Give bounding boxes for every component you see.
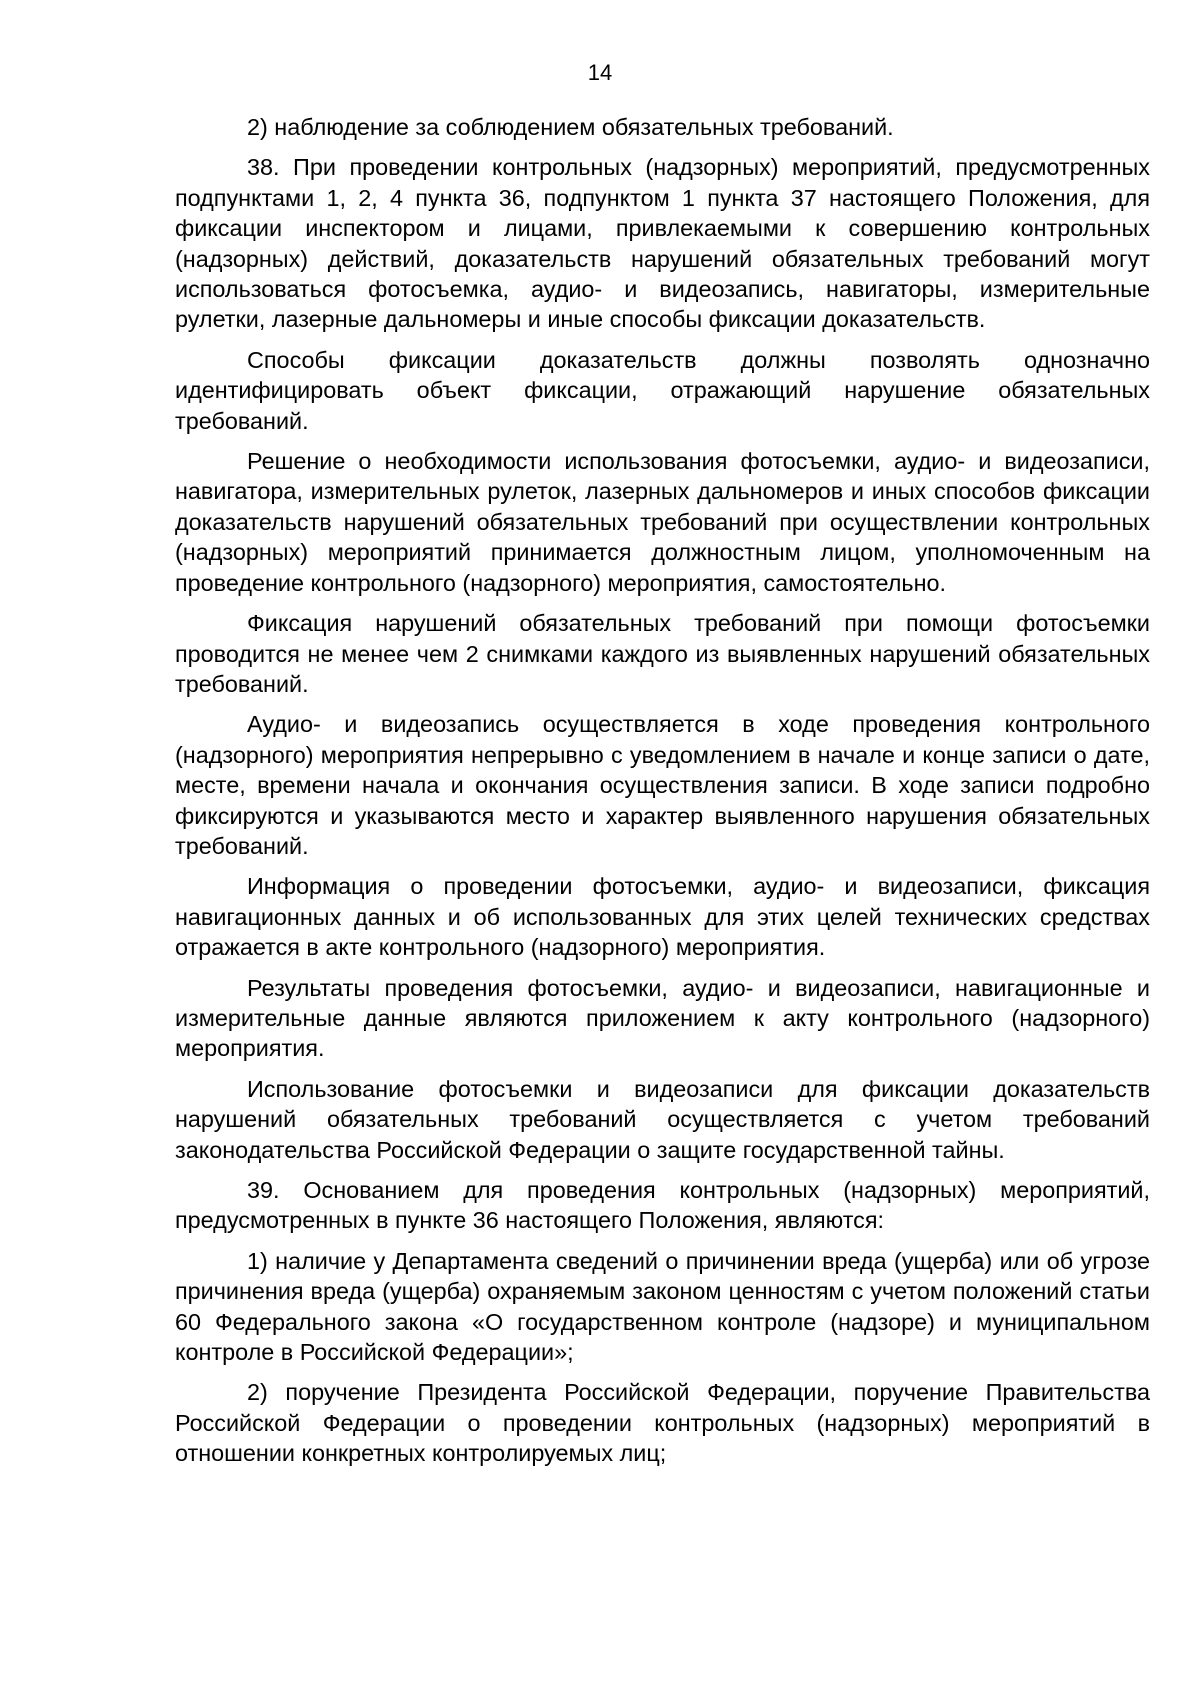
paragraph-results: Результаты проведения фотосъемки, аудио- и видеозаписи, навигационные и измерительные данные являются приложением к акту контрольного (надзорного) мероприятия. [175,974,1150,1062]
paragraph-38: 38. При проведении контрольных (надзорных) мероприятий, предусмотренных подпунктами 1, 2, 4 пункта 36, подпунктом 1 пункта 37 настоящего Положения, для фиксации инспектором и лицами, привлекаемыми к совершению контрольных (надзорных) действий, доказательств нарушений обязательных требований могут использоваться фотосъемка, аудио- и видеозапись, навигаторы, измерительные рулетки, лазерные дальномеры и иные способы фиксации доказательств. [175,154,1150,333]
paragraph-information: Информация о проведении фотосъемки, аудио- и видеозаписи, фиксация навигационных данных и об использованных для этих целей технических средствах отражается в акте контрольного (надзорного) мероприятия. [175,873,1150,961]
page-number: 14 [587,60,613,85]
paragraph-39-item-2: 2) поручение Президента Российской Федерации, поручение Правительства Российской Федерации о проведении контрольных (надзорных) мероприятий в отношении конкретных контролируемых лиц; [175,1379,1150,1467]
document-body [175,112,1150,1479]
paragraph-photo-fixation: Фиксация нарушений обязательных требований при помощи фотосъемки проводится не менее чем 2 снимками каждого из выявленных нарушений обязательных требований. [175,610,1150,697]
paragraph-39: 39. Основанием для проведения контрольных (надзорных) мероприятий, предусмотренных в пункте 36 настоящего Положения, являются: [175,1177,1150,1234]
paragraph-evidence-methods: Способы фиксации доказательств должны позволять однозначно идентифицировать объект фиксации, отражающий нарушение обязательных требований. [175,346,1150,434]
paragraph-39-item-1: 1) наличие у Департамента сведений о причинении вреда (ущерба) или об угрозе причинения вреда (ущерба) охраняемым законом ценностям с учетом положений статьи 60 Федерального закона «О государственном контроле (надзоре) и муниципальном контроле в Российской Федерации»; [175,1247,1150,1366]
paragraph-item-2-observation: 2) наблюдение за соблюдением обязательных требований. [247,114,894,140]
paragraph-state-secret: Использование фотосъемки и видеозаписи для фиксации доказательств нарушений обязательных требований осуществляется с учетом требований законодательства Российской Федерации о защите государственной тайны. [175,1075,1150,1163]
paragraph-decision: Решение о необходимости использования фотосъемки, аудио- и видеозаписи, навигатора, измерительных рулеток, лазерных дальномеров и иных способов фиксации доказательств нарушений обязательных требований при осуществлении контрольных (надзорных) мероприятий принимается должностным лицом, уполномоченным на проведение контрольного (надзорного) мероприятия, самостоятельно. [175,448,1150,596]
paragraph-audio-video: Аудио- и видеозапись осуществляется в ходе проведения контрольного (надзорного) мероприятия непрерывно с уведомлением в начале и конце записи о дате, месте, времени начала и окончания осуществления записи. В ходе записи подробно фиксируются и указываются место и характер выявленного нарушения обязательных требований. [175,711,1150,859]
